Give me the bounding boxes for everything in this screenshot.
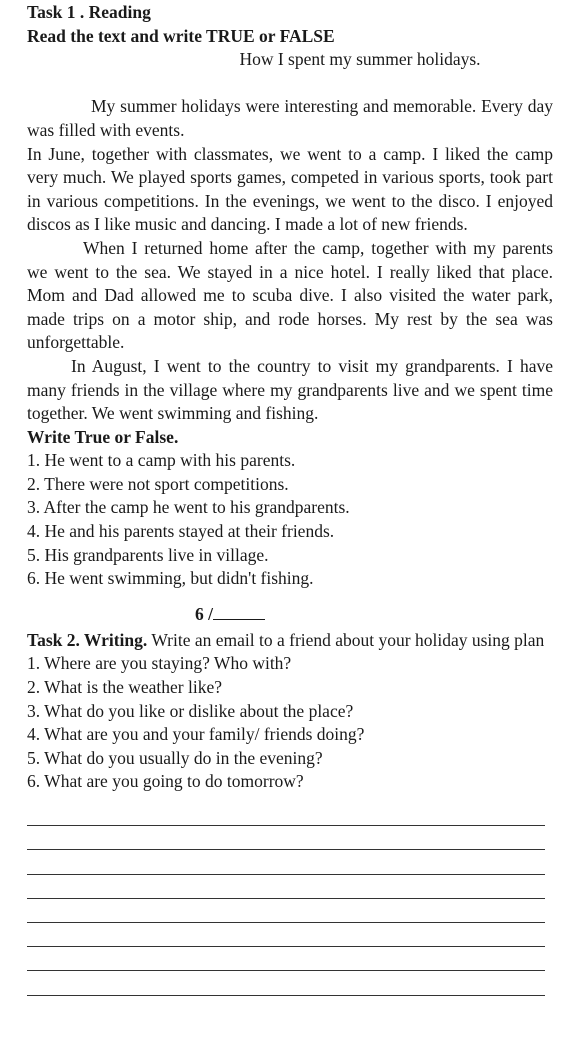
statement-item: 5. His grandparents live in village. xyxy=(27,544,269,565)
reading-paragraph-4: In August, I went to the country to visit my grandparents. I have many friends in the village where my grandparents live and we spent time together. We went swimming and fishing. xyxy=(27,355,553,424)
plan-item: 1. Where are you staying? Who with? xyxy=(27,653,292,674)
statement-item: 3. After the camp he went to his grandparents. xyxy=(27,497,350,518)
statement-item: 2. There were not sport competitions. xyxy=(27,473,289,494)
worksheet-page xyxy=(27,1,553,996)
plan-item: 4. What are you and your family/ friends doing? xyxy=(27,724,365,745)
writing-line[interactable] xyxy=(27,826,545,850)
statement-item: 4. He and his parents stayed at their friends. xyxy=(27,521,335,542)
plan-item: 6. What are you going to do tomorrow? xyxy=(27,771,304,792)
writing-line[interactable] xyxy=(27,850,545,874)
task1-section xyxy=(27,1,553,627)
score-label: 6 / xyxy=(195,603,213,624)
task2-intro xyxy=(27,629,553,653)
writing-line[interactable] xyxy=(27,947,545,971)
statement-item: 6. He went swimming, but didn't fishing. xyxy=(27,568,314,589)
task2-heading: Task 2. Writing. xyxy=(27,629,148,650)
task2-instruction: Write an email to a friend about your holiday using plan xyxy=(151,629,545,650)
writing-line[interactable] xyxy=(27,971,545,995)
reading-paragraph-1: My summer holidays were interesting and memorable. Every day was filled with events. xyxy=(27,96,553,140)
writing-plan xyxy=(27,652,553,794)
writing-line[interactable] xyxy=(27,899,545,923)
reading-text-title: How I spent my summer holidays. xyxy=(239,49,481,70)
plan-item: 3. What do you like or dislike about the place? xyxy=(27,700,354,721)
true-false-heading: Write True or False. xyxy=(27,426,179,447)
statement-item: 1. He went to a camp with his parents. xyxy=(27,450,296,471)
reading-paragraph-3: When I returned home after the camp, together with my parents we went to the sea. We stayed in a nice hotel. I really liked that place. Mom and Dad allowed me to scuba dive. I also visited the water park, made trips on a motor ship, and rode horses. My rest by the sea was unforgettable. xyxy=(27,237,553,353)
writing-line[interactable] xyxy=(27,923,545,947)
writing-line[interactable] xyxy=(27,802,545,826)
plan-item: 2. What is the weather like? xyxy=(27,677,223,698)
score-blank[interactable] xyxy=(213,603,265,620)
writing-line[interactable] xyxy=(27,875,545,899)
blank-line-spacer xyxy=(27,72,553,96)
task1-instruction: Read the text and write TRUE or FALSE xyxy=(27,25,335,46)
reading-paragraph-2: In June, together with classmates, we went to a camp. I liked the camp very much. We played sports games, competed in various sports, took part in various competitions. In the evenings, we went to the disco. I enjoyed discos as I like music and dancing. I made a lot of new friends. xyxy=(27,143,553,235)
task1-score xyxy=(27,603,553,627)
writing-answer-area[interactable] xyxy=(27,802,553,996)
plan-item: 5. What do you usually do in the evening? xyxy=(27,747,323,768)
true-false-statements xyxy=(27,449,553,591)
task2-section xyxy=(27,629,553,996)
task1-heading: Task 1 . Reading xyxy=(27,2,151,22)
